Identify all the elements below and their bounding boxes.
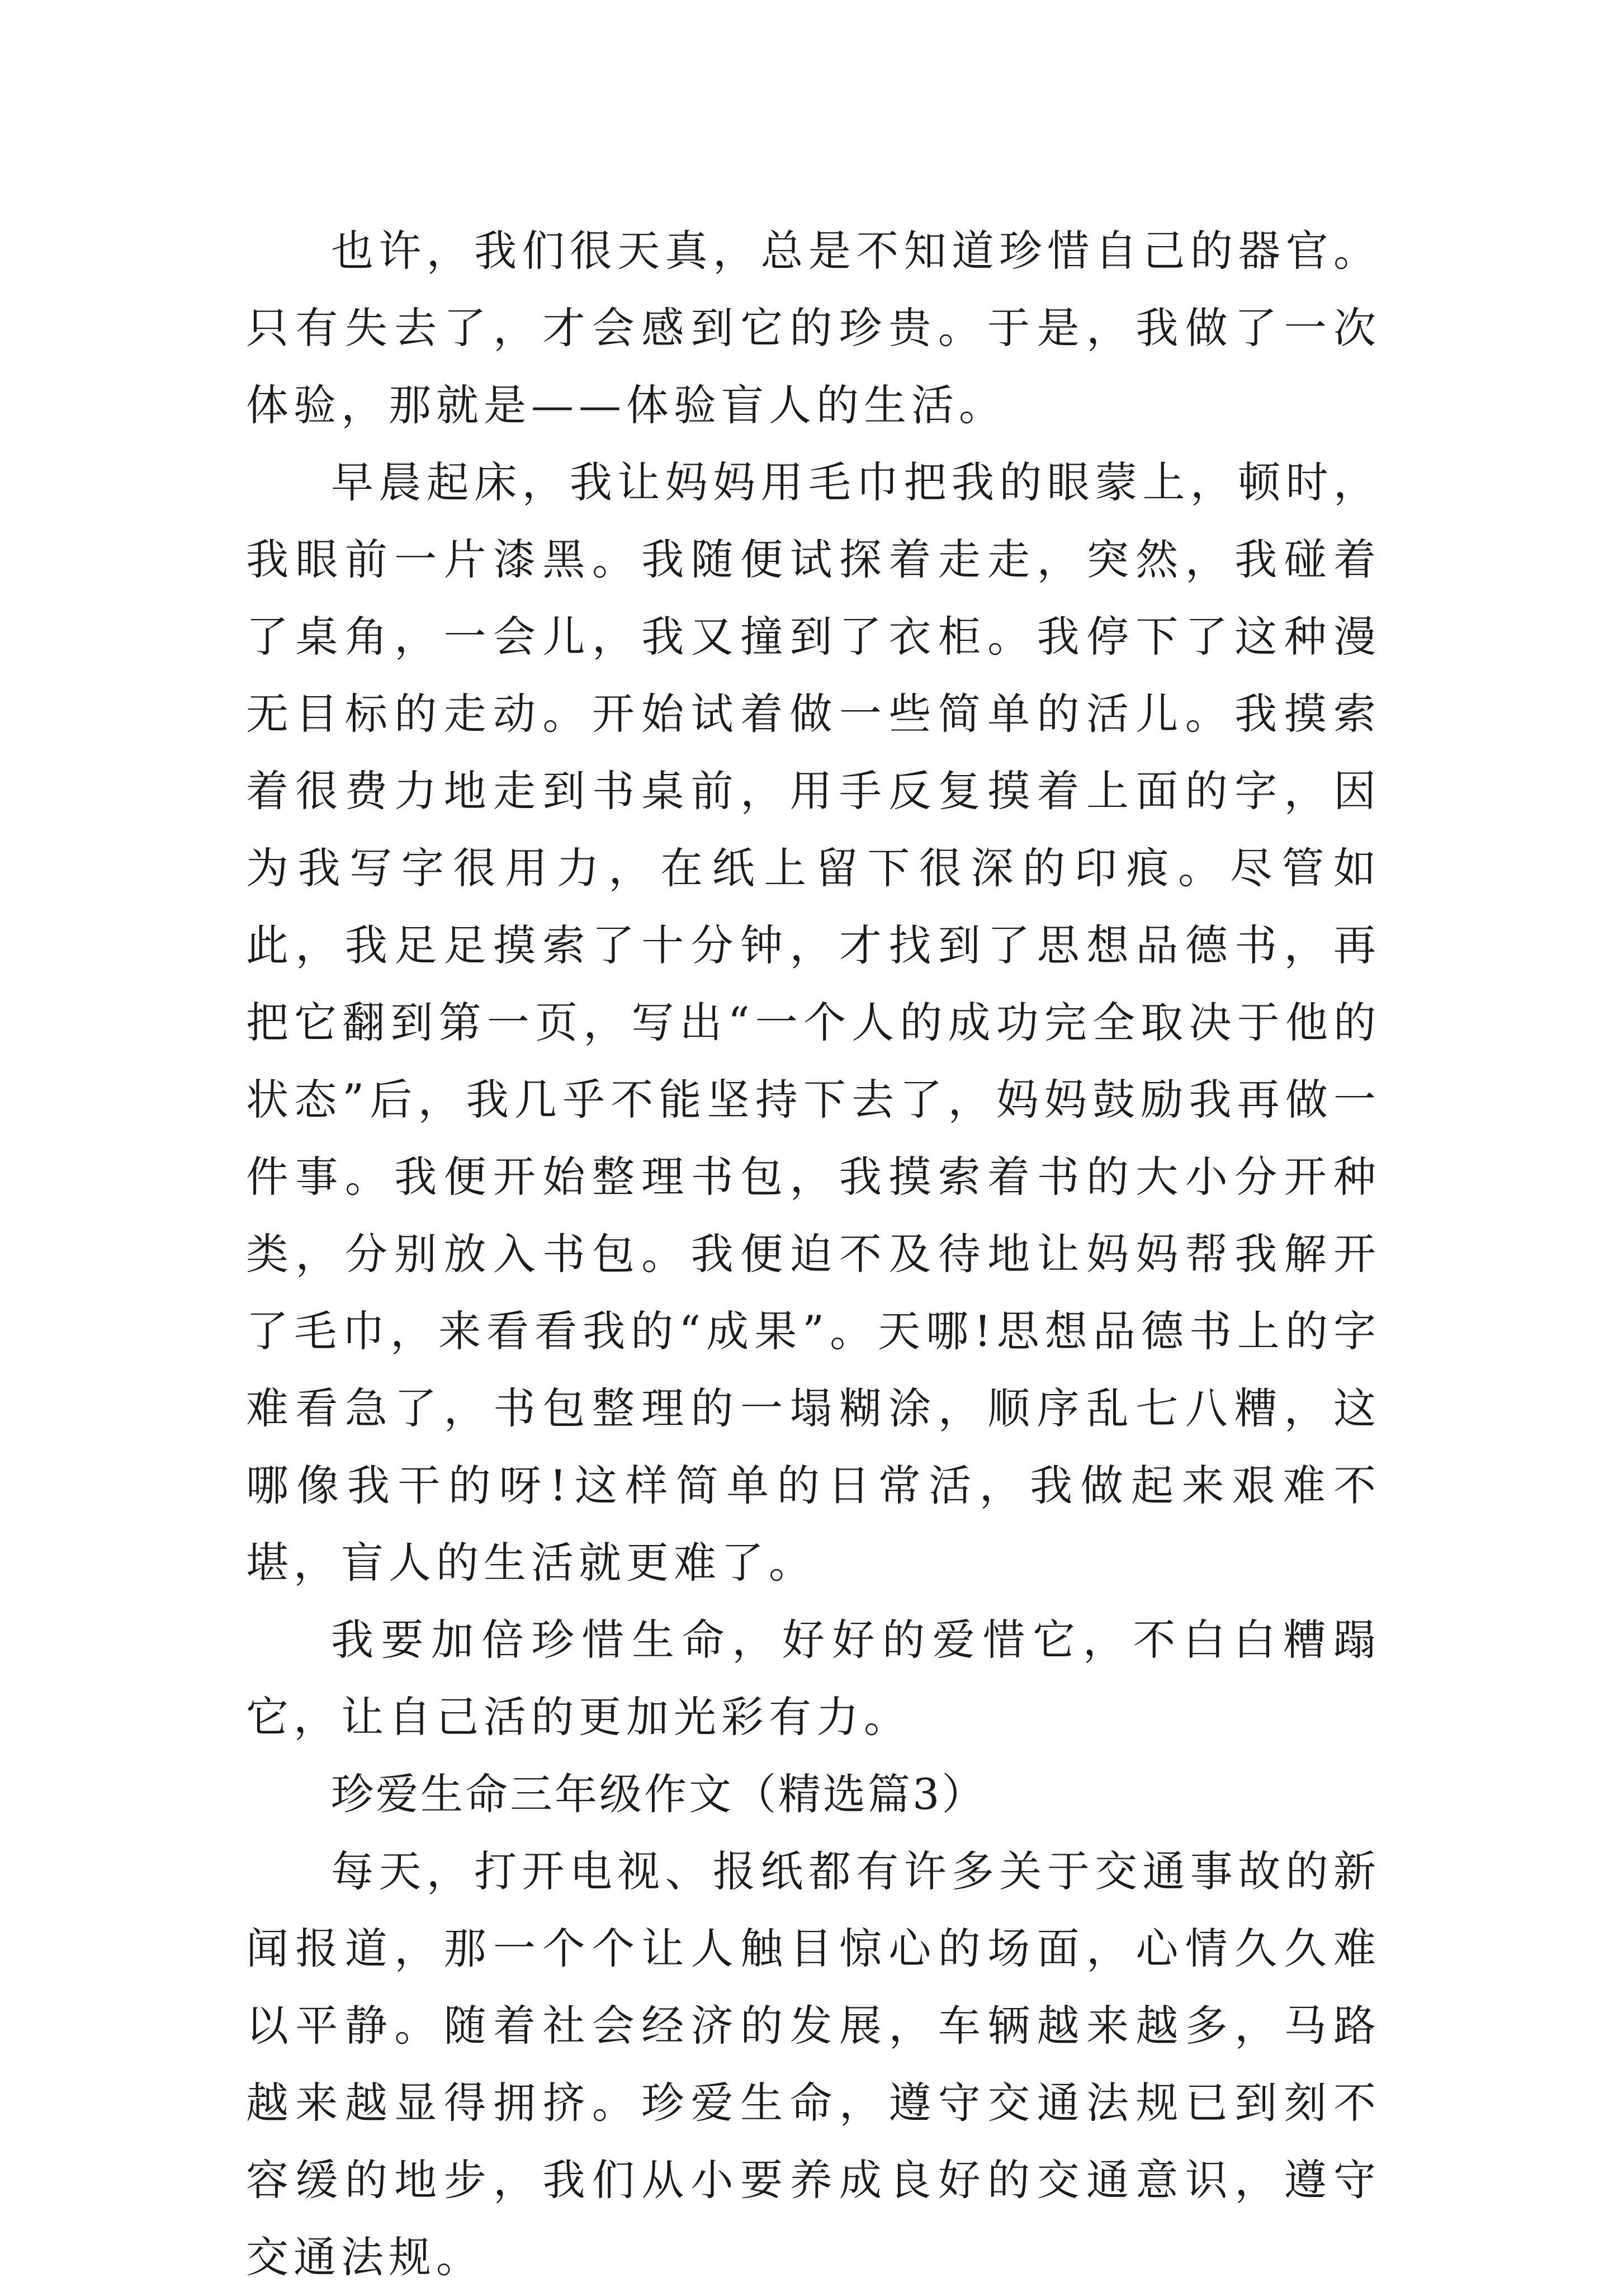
paragraph-blind-intro: 也许，我们很天真，总是不知道珍惜自己的器官。只有失去了，才会感到它的珍贵。于是，我做了一次体验，那就是——体验盲人的生活。	[246, 226, 1381, 430]
paragraph-cherish-life: 我要加倍珍惜生命，好好的爱惜它，不白白糟蹋它，让自己活的更加光彩有力。	[246, 1615, 1381, 1742]
section-heading: 珍爱生命三年级作文（精选篇3）	[331, 1769, 987, 1819]
paragraph-traffic-safety: 每天，打开电视、报纸都有许多关于交通事故的新闻报道，那一个个让人触目惊心的场面，心情久久难以平静。随着社会经济的发展，车辆越来越多，马路越来越显得拥挤。珍爱生命，遵守交通法规已到刻不容缓的地步，我们从小要养成良好的交通意识，遵守交通法规。	[246, 1846, 1381, 2282]
paragraph-blind-experience: 早晨起床，我让妈妈用毛巾把我的眼蒙上，顿时，我眼前一片漆黑。我随便试探着走走，突然，我碰着了桌角，一会儿，我又撞到了衣柜。我停下了这种漫无目标的走动。开始试着做一些简单的活儿。我摸索着很费力地走到书桌前，用手反复摸着上面的字，因为我写字很用力，在纸上留下很深的印痕。尽管如此，我足足摸索了十分钟，才找到了思想品德书，再把它翻到第一页，写出“一个人的成功完全取决于他的状态”后，我几乎不能坚持下去了，妈妈鼓励我再做一件事。我便开始整理书包，我摸索着书的大小分开种类，分别放入书包。我便迫不及待地让妈妈帮我解开了毛巾，来看看我的“成果”。天哪!思想品德书上的字难看急了，书包整理的一塌糊涂，顺序乱七八糟，这哪像我干的呀!这样简单的日常活，我做起来艰难不堪，盲人的生活就更难了。	[246, 457, 1381, 1588]
document-body	[246, 212, 1381, 2296]
